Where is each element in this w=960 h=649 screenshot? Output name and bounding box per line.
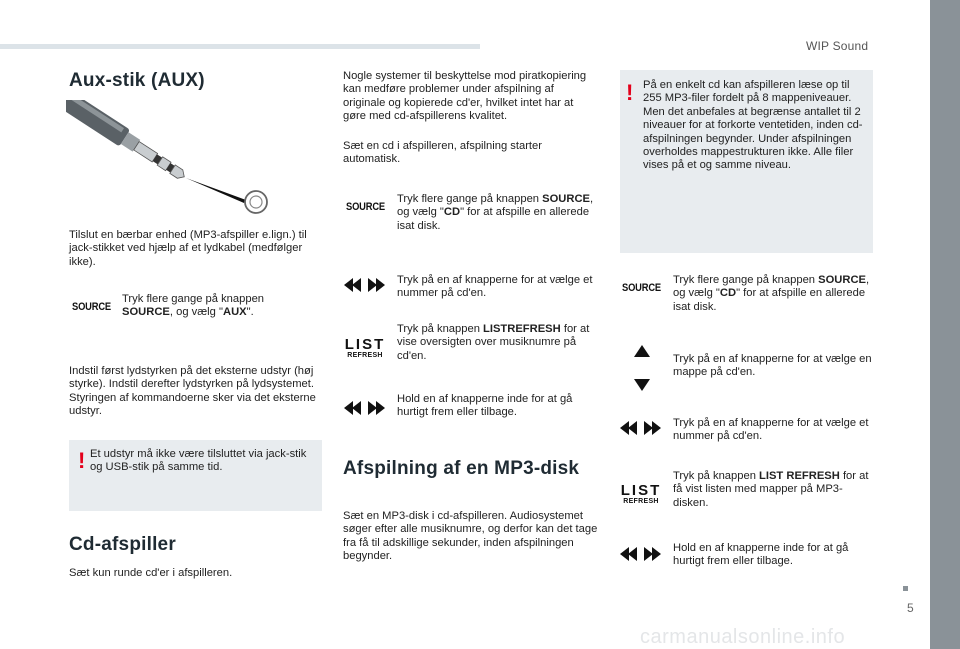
mp3-title: Afspilning af en MP3-disk bbox=[343, 458, 580, 479]
source-button-icon: SOURCE bbox=[72, 301, 111, 313]
list-refresh-icon: LIST REFRESH bbox=[344, 336, 386, 359]
aux-warning-box bbox=[69, 440, 322, 511]
cd-title: Cd-afspiller bbox=[69, 534, 176, 555]
mp3-warning-box bbox=[620, 70, 873, 253]
page-number: 5 bbox=[907, 601, 914, 615]
mp3-hold-text: Hold en af knapperne inde for at gå hurtigt frem eller tilbage. bbox=[673, 542, 849, 568]
copy-protection-text: Nogle systemer til beskyttelse mod piratkopiering kan medføre problemer under afspilning af originale og kopierede cd'er, hvilket intet har at gøre med cd-afspillerens kvalitet. bbox=[343, 70, 587, 123]
skip-track-arrows-icon bbox=[344, 278, 386, 292]
warning-icon: ! bbox=[78, 448, 86, 473]
aux-warning-text: Et udstyr må ikke være tilsluttet via jack-stik og USB-stik på samme tid. bbox=[90, 448, 307, 474]
aux-source-instruction: Tryk flere gange på knappen SOURCE, og vælg "AUX". bbox=[122, 293, 265, 319]
jack-plug-illustration bbox=[66, 100, 276, 218]
page-dot bbox=[903, 586, 908, 591]
folder-up-down-arrows-icon bbox=[634, 345, 650, 391]
section-header: WIP Sound bbox=[806, 39, 869, 53]
cd-source-instruction: Tryk flere gange på knappen SOURCE, og vælg "CD" for at afspille en allerede isat disk. bbox=[397, 193, 594, 232]
source-button-icon: SOURCE bbox=[622, 282, 661, 294]
side-band bbox=[930, 0, 960, 649]
mp3-track-text: Tryk på en af knapperne for at vælge et nummer på cd'en. bbox=[673, 417, 869, 443]
mp3-folder-text: Tryk på en af knapperne for at vælge en mappe på cd'en. bbox=[673, 353, 872, 379]
cd-hold-text: Hold en af knapperne inde for at gå hurtigt frem eller tilbage. bbox=[397, 393, 573, 419]
aux-intro: Tilslut en bærbar enhed (MP3-afspiller e.lign.) til jack-stikket ved hjælp af et lydkabel (medfølger ikke). bbox=[69, 229, 307, 268]
list-refresh-icon: LIST REFRESH bbox=[620, 482, 662, 505]
mp3-source-instruction: Tryk flere gange på knappen SOURCE, og vælg "CD" for at afspille en allerede isat disk. bbox=[673, 274, 870, 313]
mp3-intro: Sæt en MP3-disk i cd-afspilleren. Audiosystemet søger efter alle musiknumre, og derfor kan det tage fra få til adskillige sekunder, inden afspilningen begynder. bbox=[343, 510, 598, 563]
fast-forward-arrows-icon bbox=[620, 547, 662, 561]
cd-list-refresh-text: Tryk på knappen LISTREFRESH for at vise oversigten over musiknumre på cd'en. bbox=[397, 323, 590, 362]
aux-volume-text: Indstil først lydstyrken på det eksterne udstyr (høj styrke). Indstil derefter lydstyrken på lydsystemet. Styringen af kommandoerne sker via det eksterne udstyr. bbox=[69, 365, 316, 418]
fast-forward-arrows-icon bbox=[344, 401, 386, 415]
aux-title: Aux-stik (AUX) bbox=[69, 70, 205, 91]
mp3-warning-text: På en enkelt cd kan afspilleren læse op til 255 MP3-filer fordelt på 8 mappeniveauer. Men det anbefales at begrænse antallet til 2 niveauer for at forkorte ventetiden, inden cd-afspilningen begynder. Under afspilningen overholdes mappestrukturen ikke. Alle filer vises på et og samme niveau. bbox=[643, 79, 863, 172]
watermark: carmanualsonline.info bbox=[640, 626, 846, 648]
warning-icon: ! bbox=[626, 80, 634, 105]
cd-track-text: Tryk på en af knapperne for at vælge et nummer på cd'en. bbox=[397, 274, 593, 300]
source-button-icon: SOURCE bbox=[346, 201, 385, 213]
top-rule bbox=[0, 44, 480, 49]
mp3-list-refresh-text: Tryk på knappen LIST REFRESH for at få vist listen med mapper på MP3-disken. bbox=[673, 470, 869, 509]
skip-track-arrows-icon bbox=[620, 421, 662, 435]
cd-autoplay-text: Sæt en cd i afspilleren, afspilning starter automatisk. bbox=[343, 140, 542, 166]
cd-intro: Sæt kun runde cd'er i afspilleren. bbox=[69, 567, 233, 579]
